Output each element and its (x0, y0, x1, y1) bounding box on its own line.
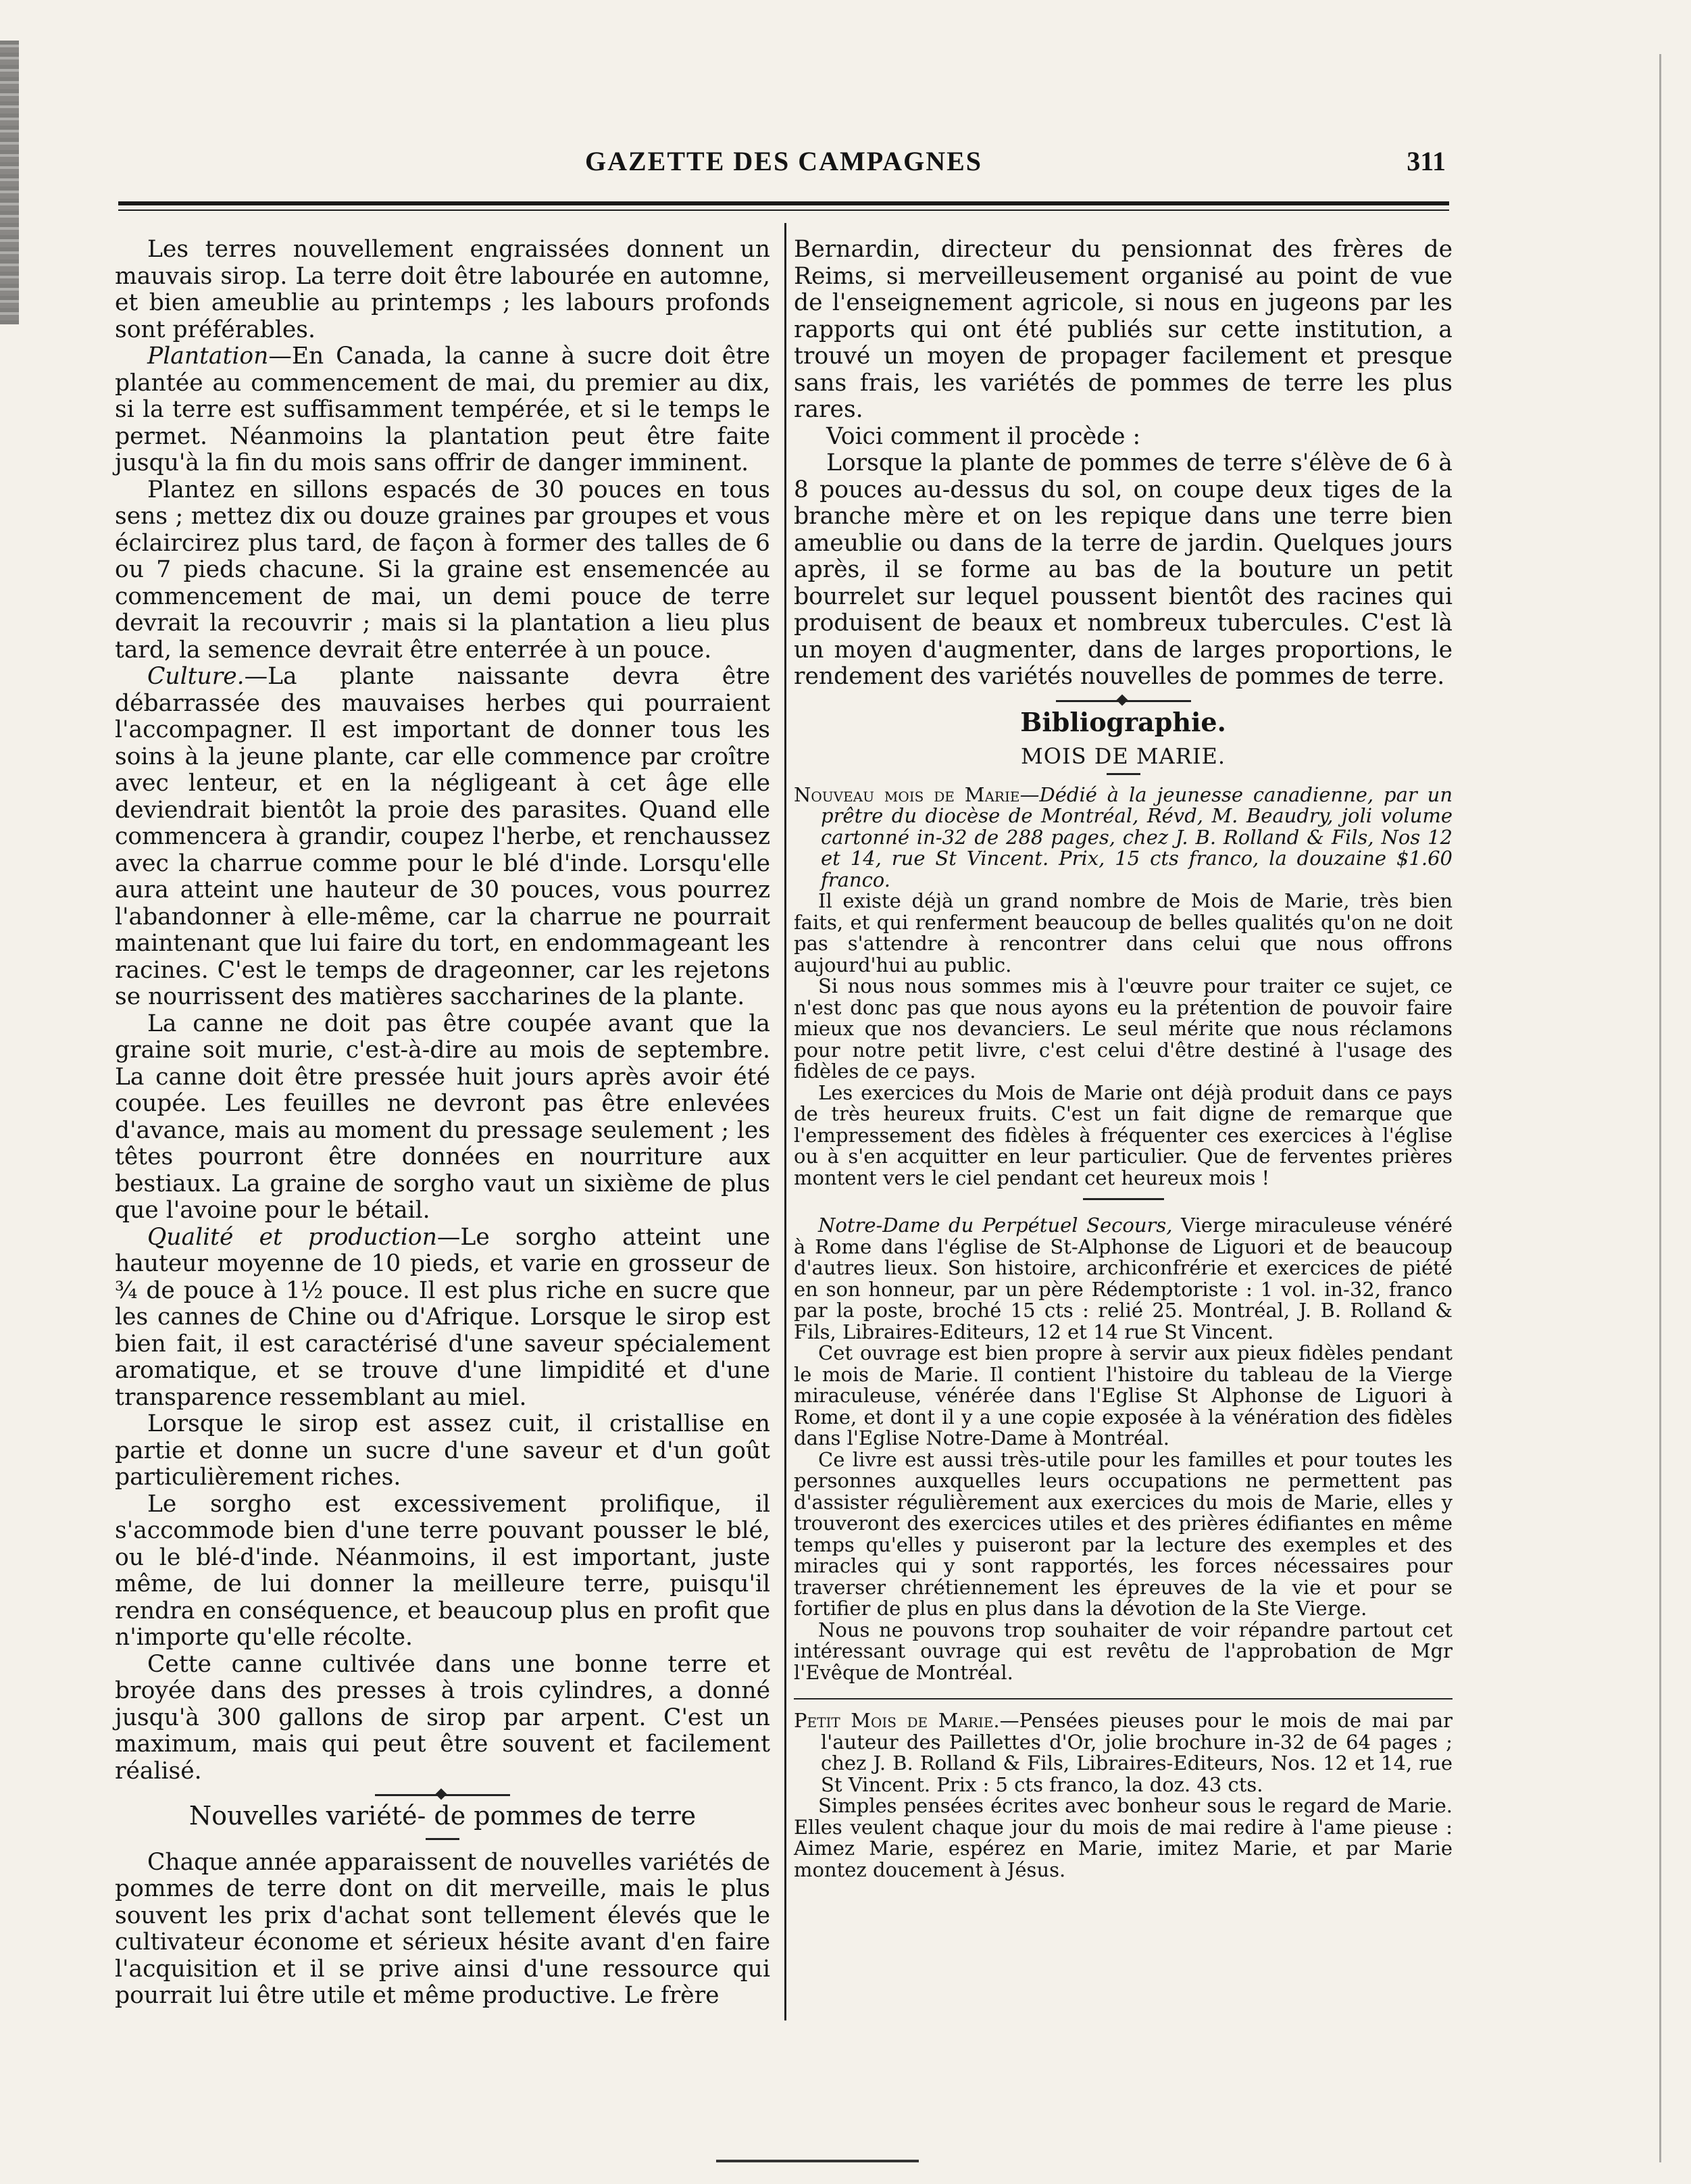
paragraph: La canne ne doit pas être coupée avant que la graine soit murie, c'est-à-dire au mois de septembre. La canne doit être pressée huit jours après avoir été coupée. Les feuilles ne devront pas être enlevées d'avance, mais au moment du pressage seulement ; les têtes pourront être données en nourriture aux bestiaux. La graine de sorgho vaut un sixième de plus que l'avoine pour le bétail. (115, 1010, 770, 1224)
review-heading (794, 1710, 1453, 1795)
run-in-heading: Culture. (147, 663, 245, 690)
paragraph (115, 664, 770, 1011)
paragraph: Voici comment il procède : (826, 422, 1141, 450)
paragraph: Cette canne cultivée dans une bonne terre et broyée dans des presses à trois cylindres, a donné jusqu'à 300 gallons de sirop par arpent. C'est un maximum, mais qui peut être souvent et facilement réalisé. (115, 1650, 770, 1785)
bibliography-title: Bibliographie. (1020, 706, 1226, 737)
paragraph: Nous ne pouvons trop souhaiter de voir répandre partout cet intéressant ouvrage qui est revêtu de l'approbation de Mgr l'Evêque de Montréal. (794, 1618, 1453, 1684)
header-rule-thin (118, 209, 1449, 211)
paragraph-text: —La plante naissante devra être débarrassée des mauvaises herbes qui pourraient l'accompagner. Il est important de donner tous les soins à la jeune plante, car elle commence par croître avec lenteur, et en la négligeant à cet âge elle deviendrait bientôt la proie des parasites. Quand elle commencera à grandir, coupez l'herbe, et renchaussez avec la charrue comme pour le blé d'inde. Lorsqu'elle aura atteint une hauteur de 30 pouces, vous pourrez l'abandonner à elle-même, car la charrue ne pourrait maintenant que lui faire du tort, en endommageant les racines. C'est le temps de drageonner, car les rejetons se nourrissent des matières saccharines de la plante. (115, 663, 770, 1010)
paragraph: Ce livre est aussi très-utile pour les familles et pour toutes les personnes auxquelles leurs occupations ne permettent pas d'assister régulièrement aux exercices du mois de Marie, elles y trouveront des exercices utiles et des prières édifiantes en même temps qu'elles y puiseront par la lecture des exemples et des miracles qui y sont rapportés, les forces nécessaires pour traverser chrétiennement les épreuves de la vie et pour se fortifier de plus en plus dans la dévotion de la Ste Vierge. (794, 1447, 1453, 1620)
book-review-2 (794, 1215, 1453, 1683)
title-rule (426, 1838, 459, 1840)
paragraph: Il existe déjà un grand nombre de Mois de Marie, très bien faits, et qui renferment beaucoup de belles qualités qu'on ne doit pas s'attendre à rencontrer dans celui que nous offrons aujourd'hui au public. (794, 889, 1453, 976)
page-header (122, 145, 1446, 186)
right-column (794, 237, 1453, 1881)
paragraph: Plantez en sillons espacés de 30 pouces en tous sens ; mettez dix ou douze graines par groupes et vous éclaircirez plus tard, de façon à former des talles de 6 ou 7 pieds chacune. Si la graine est ensemencée au commencement de mai, un demi pouce de terre devrait la recouvrir ; mais si la plantation a lieu plus tard, la semence devrait être enterrée à un pouce. (115, 476, 770, 664)
paragraph: Chaque année apparaissent de nouvelles variétés de pommes de terre dont on dit merveille, mais le plus souvent les prix d'achat sont tellement élevés que le cultivateur économe et sérieux hésite avant d'en faire l'acquisition et il se prive ainsi d'une ressource qui pourrait lui être utile et même productive. Le frère (115, 1848, 770, 2009)
page-number: 311 (1407, 146, 1446, 176)
review-heading (794, 1215, 1453, 1343)
header-rule (118, 201, 1449, 205)
column-divider (784, 223, 786, 2020)
review-separator (1083, 1198, 1164, 1200)
paragraph (115, 1224, 770, 1412)
title-rule (1107, 773, 1140, 775)
book-details: —Dédié à la jeunesse canadienne, par un prêtre du diocèse de Montréal, Révd, M. Beaudry, joli volume cartonné in-32 de 288 pages, chez J. B. Rolland & Fils, Nos 12 et 14, rue St Vincent. Prix, 15 cts franco, la douzaine $1.60 franco. (821, 783, 1453, 891)
paragraph: Le sorgho est excessivement prolifique, il s'accommode bien d'une terre pouvant pousser le blé, ou le blé-d'inde. Néanmoins, il est important, juste même, de lui donner la meilleure terre, puisqu'il rendra en conséquence, et beaucoup plus en profit que n'importe qu'elle récolte. (115, 1490, 770, 1651)
left-column (115, 237, 770, 2010)
book-title: Petit Mois de Marie. (794, 1709, 1000, 1732)
newspaper-title: GAZETTE DES CAMPAGNES (584, 146, 982, 176)
separator-ornament (436, 1789, 447, 1800)
paragraph-text: —En Canada, la canne à sucre doit être plantée au commencement de mai, du premier au dix, si la terre est suffisamment tempérée, et si le temps le permet. Néanmoins la plantation peut être faite jusqu'à la fin du mois sans offrir de danger imminent. (115, 343, 770, 476)
book-details: Vierge miraculeuse vénéré à Rome dans l'église de St-Alphonse de Liguori et de beaucoup d'autres lieux. Son histoire, archiconfrérie et exercices de piété en son honneur, par un père Rédemptoriste : 1 vol. in-32, franco par la poste, broché 15 cts : relié 25. Montréal, J. B. Rolland & Fils, Libraires-Editeurs, 12 et 14 rue St Vincent. (794, 1214, 1453, 1343)
paragraph-text: —Le sorgho atteint une hauteur moyenne de 10 pieds, et varie en grosseur de ¾ de pouce à 1½ pouce. Il est plus riche en sucre que les cannes de Chine ou d'Afrique. Lorsque le sirop est bien fait, il est caractérisé d'une saveur spécialement aromatique, et se trouve d'une limpidité et d'une transparence ressemblant au miel. (115, 1223, 770, 1411)
book-review-1 (794, 785, 1453, 1189)
scan-edge-left (0, 41, 19, 324)
separator-ornament (1116, 694, 1128, 705)
review-heading (794, 785, 1453, 891)
section-title: Nouvelles variété- de pommes de terre (188, 1801, 697, 1831)
paragraph: Lorsque le sirop est assez cuit, il cristallise en partie et donne un sucre d'une saveur et d'un goût particulièrement riches. (115, 1410, 770, 1491)
paragraph: Les terres nouvellement engraissées donnent un mauvais sirop. La terre doit être labourée en automne, et bien ameublie au printemps ; les labours profonds sont préférables. (115, 236, 770, 343)
mois-de-marie-title: MOIS DE MARIE. (1020, 743, 1226, 769)
paragraph (115, 343, 770, 477)
run-in-heading: Qualité et production (147, 1223, 437, 1251)
book-details: —Pensées pieuses pour le mois de mai par l'auteur des Paillettes d'Or, jolie brochure in-32 de 64 pages ; chez J. B. Rolland & Fils, Libraires-Editeurs, Nos. 12 et 14, rue St Vincent. Prix : 5 cts franco, la doz. 43 cts. (821, 1709, 1453, 1796)
book-review-3 (794, 1710, 1453, 1881)
scan-edge-right (1659, 54, 1671, 2162)
paragraph: Si nous nous sommes mis à l'œuvre pour traiter ce sujet, ce n'est donc pas que nous ayons eu la prétention de pouvoir faire mieux que nos devanciers. Le seul mérite que nous réclamons pour notre petit livre, c'est celui d'être destiné à l'usage des fidèles de ce pays. (794, 974, 1453, 1083)
review-separator (794, 1698, 1453, 1699)
bottom-ornament-rule (716, 2160, 919, 2162)
book-title: Notre-Dame du Perpétuel Secours, (818, 1214, 1173, 1237)
book-title: Nouveau mois de Marie (794, 783, 1020, 806)
paragraph: Lorsque la plante de pommes de terre s'élève de 6 à 8 pouces au-dessus du sol, on coupe deux tiges de la branche mère et on les repique dans une terre bien ameublie ou dans de la terre de jardin. Quelques jours après, il se forme au bas de la bouture un petit bourrelet sur lequel poussent bientôt des racines qui produisent de beaux et nombreux tubercules. C'est là un moyen d'augmenter, dans de larges proportions, le rendement des variétés nouvelles de pommes de terre. (794, 449, 1453, 690)
paragraph: Simples pensées écrites avec bonheur sous le regard de Marie. Elles veulent chaque jour du mois de mai redire à l'ame pieuse : Aimez Marie, espérez en Marie, imitez Marie, et par Marie montez doucement à Jésus. (794, 1794, 1453, 1881)
section-separator (375, 1794, 510, 1796)
paragraph: Bernardin, directeur du pensionnat des frères de Reims, si merveilleusement organisé au point de vue de l'enseignement agricole, si nous en jugeons par les rapports qui ont été publiés sur cette institution, a trouvé un moyen de propager facilement et presque sans frais, les variétés de pommes de terre les plus rares. (794, 236, 1453, 423)
paragraph: Cet ouvrage est bien propre à servir aux pieux fidèles pendant le mois de Marie. Il contient l'histoire du tableau de la Vierge miraculeuse, vénérée dans l'Eglise St Alphonse de Liguori à Rome, et dont il y a une copie exposée à la vénération des fidèles dans l'Eglise Notre-Dame à Montréal. (794, 1341, 1453, 1449)
section-separator (1056, 700, 1191, 702)
run-in-heading: Plantation (147, 343, 269, 370)
paragraph: Les exercices du Mois de Marie ont déjà produit dans ce pays de très heureux fruits. C'est un fait digne de remarque que l'empressement des fidèles à fréquenter ces exercices à l'église ou à s'en acquitter en leur particulier. Que de ferventes prières montent vers le ciel pendant cet heureux mois ! (794, 1081, 1453, 1189)
